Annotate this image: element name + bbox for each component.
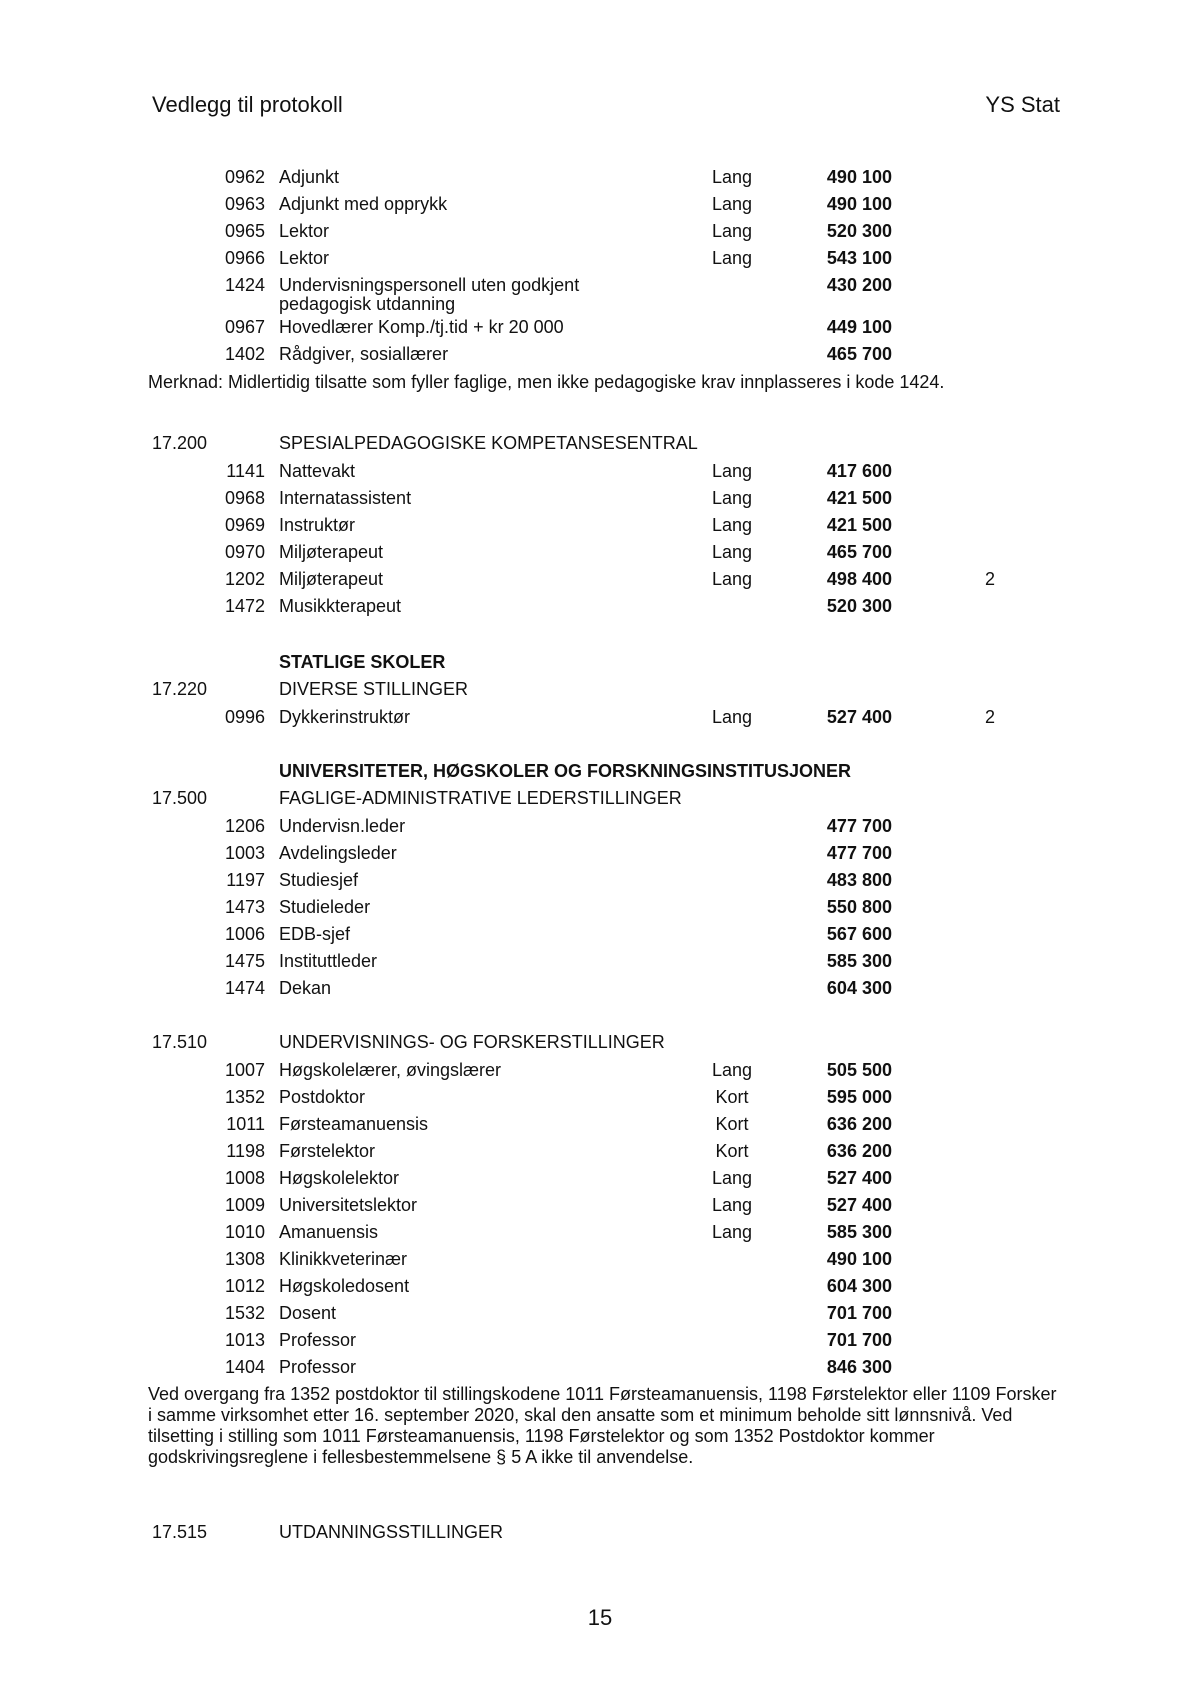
row-amount: 520 300: [826, 221, 892, 241]
row-code: 1013: [224, 1330, 265, 1350]
table-row: [0, 541, 1200, 568]
row-type: Lang: [711, 515, 753, 535]
row-amount: 527 400: [826, 1168, 892, 1188]
row-title: Adjunkt med opprykk: [279, 194, 448, 214]
row-amount: 465 700: [826, 542, 892, 562]
row-type: Lang: [711, 1195, 753, 1215]
row-title: Dosent: [279, 1303, 337, 1323]
section-title: DIVERSE STILLINGER: [279, 679, 469, 699]
row-title: Universitetslektor: [279, 1195, 418, 1215]
row-title: Miljøterapeut: [279, 542, 384, 562]
row-amount: 498 400: [826, 569, 892, 589]
explanatory-paragraph: [148, 1384, 1088, 1468]
row-amount: 477 700: [826, 816, 892, 836]
row-title: Amanuensis: [279, 1222, 379, 1242]
table-row: [0, 923, 1200, 950]
row-code: 0967: [224, 317, 265, 337]
row-code: 1472: [224, 596, 265, 616]
row-amount: 846 300: [826, 1357, 892, 1377]
table-row: [0, 1194, 1200, 1221]
section-number: 17.515: [152, 1522, 208, 1542]
row-code: 0969: [224, 515, 265, 535]
table-row: [0, 815, 1200, 842]
table-row: [0, 1329, 1200, 1356]
row-type: Lang: [711, 569, 753, 589]
row-title: Høgskoledosent: [279, 1276, 410, 1296]
row-title: Professor: [279, 1330, 357, 1350]
header-left: Vedlegg til protokoll: [152, 92, 343, 117]
row-amount: 585 300: [826, 951, 892, 971]
table-row: [0, 1059, 1200, 1086]
table-row: [0, 1113, 1200, 1140]
section-number: 17.200: [152, 433, 208, 453]
row-title: EDB-sjef: [279, 924, 351, 944]
row-amount: 527 400: [826, 1195, 892, 1215]
row-title: Miljøterapeut: [279, 569, 384, 589]
table-row: [0, 950, 1200, 977]
table-row: [0, 842, 1200, 869]
row-title: Førstelektor: [279, 1141, 376, 1161]
row-title: Lektor: [279, 221, 330, 241]
section-heading: UNIVERSITETER, HØGSKOLER OG FORSKNINGSINSTITUSJONER: [279, 761, 852, 781]
row-amount: 490 100: [826, 1249, 892, 1269]
paragraph-line: i samme virksomhet etter 16. september 2020, skal den ansatte som et minimum beholde sitt lønnsnivå. Ved: [148, 1405, 1013, 1425]
row-code: 0962: [224, 167, 265, 187]
row-type: Kort: [715, 1141, 749, 1161]
row-code: 1475: [224, 951, 265, 971]
row-code: 1003: [224, 843, 265, 863]
table-row: [0, 193, 1200, 220]
row-title-continuation: pedagogisk utdanning: [279, 294, 456, 314]
table-row: [0, 595, 1200, 622]
row-code: 0965: [224, 221, 265, 241]
table-row: [0, 977, 1200, 1004]
row-title: Hovedlærer Komp./tj.tid + kr 20 000: [279, 317, 564, 337]
row-title: Førsteamanuensis: [279, 1114, 429, 1134]
row-amount: 701 700: [826, 1303, 892, 1323]
table-row: [0, 1302, 1200, 1329]
row-code: 0966: [224, 248, 265, 268]
row-type: Lang: [711, 461, 753, 481]
row-amount: 430 200: [826, 275, 892, 295]
row-title: Undervisningspersonell uten godkjent: [279, 275, 580, 295]
row-code: 1009: [224, 1195, 265, 1215]
row-amount: 701 700: [826, 1330, 892, 1350]
row-code: 1424: [224, 275, 265, 295]
row-amount: 595 000: [826, 1087, 892, 1107]
row-amount: 490 100: [826, 194, 892, 214]
row-title: Nattevakt: [279, 461, 356, 481]
row-code: 1007: [224, 1060, 265, 1080]
table-row: [0, 568, 1200, 595]
table-row: [0, 706, 1200, 733]
row-code: 1532: [224, 1303, 265, 1323]
row-title: Studiesjef: [279, 870, 359, 890]
table-row: [0, 1275, 1200, 1302]
row-type: Lang: [711, 488, 753, 508]
row-title: Adjunkt: [279, 167, 340, 187]
row-note: 2: [985, 569, 996, 589]
table-row: [0, 316, 1200, 343]
table-row: [0, 1221, 1200, 1248]
table-row: [0, 514, 1200, 541]
row-type: Kort: [715, 1087, 749, 1107]
section-title: FAGLIGE-ADMINISTRATIVE LEDERSTILLINGER: [279, 788, 682, 808]
row-title: Postdoktor: [279, 1087, 366, 1107]
row-code: 1352: [224, 1087, 265, 1107]
table-row: [0, 487, 1200, 514]
row-title: Professor: [279, 1357, 357, 1377]
table-row: [0, 220, 1200, 247]
row-amount: 520 300: [826, 596, 892, 616]
row-code: 0963: [224, 194, 265, 214]
section-title: SPESIALPEDAGOGISKE KOMPETANSESENTRAL: [279, 433, 698, 453]
row-title: Avdelingsleder: [279, 843, 397, 863]
row-amount: 550 800: [826, 897, 892, 917]
row-code: 1206: [224, 816, 265, 836]
row-title: Instituttleder: [279, 951, 378, 971]
paragraph-line: tilsetting i stilling som 1011 Førsteamanuensis, 1198 Førstelektor og som 1352 Postdoktor kommer: [148, 1426, 935, 1446]
row-note: 2: [985, 707, 996, 727]
row-title: Musikkterapeut: [279, 596, 402, 616]
section-title: UNDERVISNINGS- OG FORSKERSTILLINGER: [279, 1032, 665, 1052]
row-amount: 604 300: [826, 1276, 892, 1296]
row-title: Dekan: [279, 978, 332, 998]
row-code: 1404: [224, 1357, 265, 1377]
table-row: [0, 460, 1200, 487]
row-type: Lang: [711, 542, 753, 562]
row-type: Lang: [711, 1222, 753, 1242]
row-amount: 636 200: [826, 1114, 892, 1134]
row-code: 1308: [224, 1249, 265, 1269]
section-number: 17.220: [152, 679, 208, 699]
row-title: Rådgiver, sosiallærer: [279, 344, 449, 364]
table-row: [0, 343, 1200, 370]
row-code: 1011: [226, 1114, 265, 1134]
row-amount: 465 700: [826, 344, 892, 364]
row-code: 1006: [224, 924, 265, 944]
remark: Merknad: Midlertidig tilsatte som fyller faglige, men ikke pedagogiske krav innplasseres i kode 1424.: [148, 372, 945, 392]
row-type: Lang: [711, 707, 753, 727]
paragraph-line: Ved overgang fra 1352 postdoktor til stillingskodene 1011 Førsteamanuensis, 1198 Førstelektor eller 1109 Forsker: [148, 1384, 1057, 1404]
row-amount: 505 500: [826, 1060, 892, 1080]
row-code: 0970: [224, 542, 265, 562]
row-amount: 567 600: [826, 924, 892, 944]
row-type: Lang: [711, 221, 753, 241]
row-type: Lang: [711, 1060, 753, 1080]
row-amount: 604 300: [826, 978, 892, 998]
row-code: 1012: [224, 1276, 265, 1296]
row-title: Undervisn.leder: [279, 816, 406, 836]
header-right: YS Stat: [985, 92, 1060, 117]
row-title: Internatassistent: [279, 488, 412, 508]
page-number: 15: [587, 1605, 613, 1630]
row-title: Dykkerinstruktør: [279, 707, 411, 727]
row-title: Klinikkveterinær: [279, 1249, 408, 1269]
row-code: 0996: [224, 707, 265, 727]
table-row: [0, 247, 1200, 274]
row-code: 1473: [224, 897, 265, 917]
row-title: Høgskolelærer, øvingslærer: [279, 1060, 502, 1080]
row-amount: 483 800: [826, 870, 892, 890]
row-title: Studieleder: [279, 897, 371, 917]
row-type: Lang: [711, 248, 753, 268]
table-row: [0, 1140, 1200, 1167]
row-amount: 490 100: [826, 167, 892, 187]
row-type: Lang: [711, 1168, 753, 1188]
row-code: 1008: [224, 1168, 265, 1188]
row-amount: 417 600: [826, 461, 892, 481]
row-amount: 636 200: [826, 1141, 892, 1161]
row-code: 1197: [226, 870, 265, 890]
row-amount: 421 500: [826, 488, 892, 508]
row-code: 0968: [224, 488, 265, 508]
paragraph-line: godskrivingsreglene i fellesbestemmelsene § 5 A ikke til anvendelse.: [148, 1447, 694, 1467]
row-title: Høgskolelektor: [279, 1168, 400, 1188]
row-amount: 449 100: [826, 317, 892, 337]
section-heading: STATLIGE SKOLER: [279, 652, 446, 672]
row-type: Lang: [711, 167, 753, 187]
row-code: 1202: [224, 569, 265, 589]
row-code: 1474: [224, 978, 265, 998]
row-code: 1141: [226, 461, 265, 481]
table-row: [0, 896, 1200, 923]
row-code: 1198: [226, 1141, 265, 1161]
row-amount: 585 300: [826, 1222, 892, 1242]
table-row: [0, 1356, 1200, 1383]
row-title: Instruktør: [279, 515, 356, 535]
row-title: Lektor: [279, 248, 330, 268]
row-amount: 543 100: [826, 248, 892, 268]
section-number: 17.500: [152, 788, 208, 808]
row-amount: 421 500: [826, 515, 892, 535]
table-row: [0, 274, 1200, 301]
table-row: [0, 166, 1200, 193]
row-amount: 527 400: [826, 707, 892, 727]
section-title: UTDANNINGSSTILLINGER: [279, 1522, 504, 1542]
row-code: 1402: [224, 344, 265, 364]
table-row: [0, 1248, 1200, 1275]
table-row: [0, 869, 1200, 896]
table-row: [0, 1167, 1200, 1194]
table-row: [0, 1086, 1200, 1113]
row-code: 1010: [224, 1222, 265, 1242]
section-number: 17.510: [152, 1032, 208, 1052]
row-amount: 477 700: [826, 843, 892, 863]
row-type: Kort: [715, 1114, 749, 1134]
row-type: Lang: [711, 194, 753, 214]
